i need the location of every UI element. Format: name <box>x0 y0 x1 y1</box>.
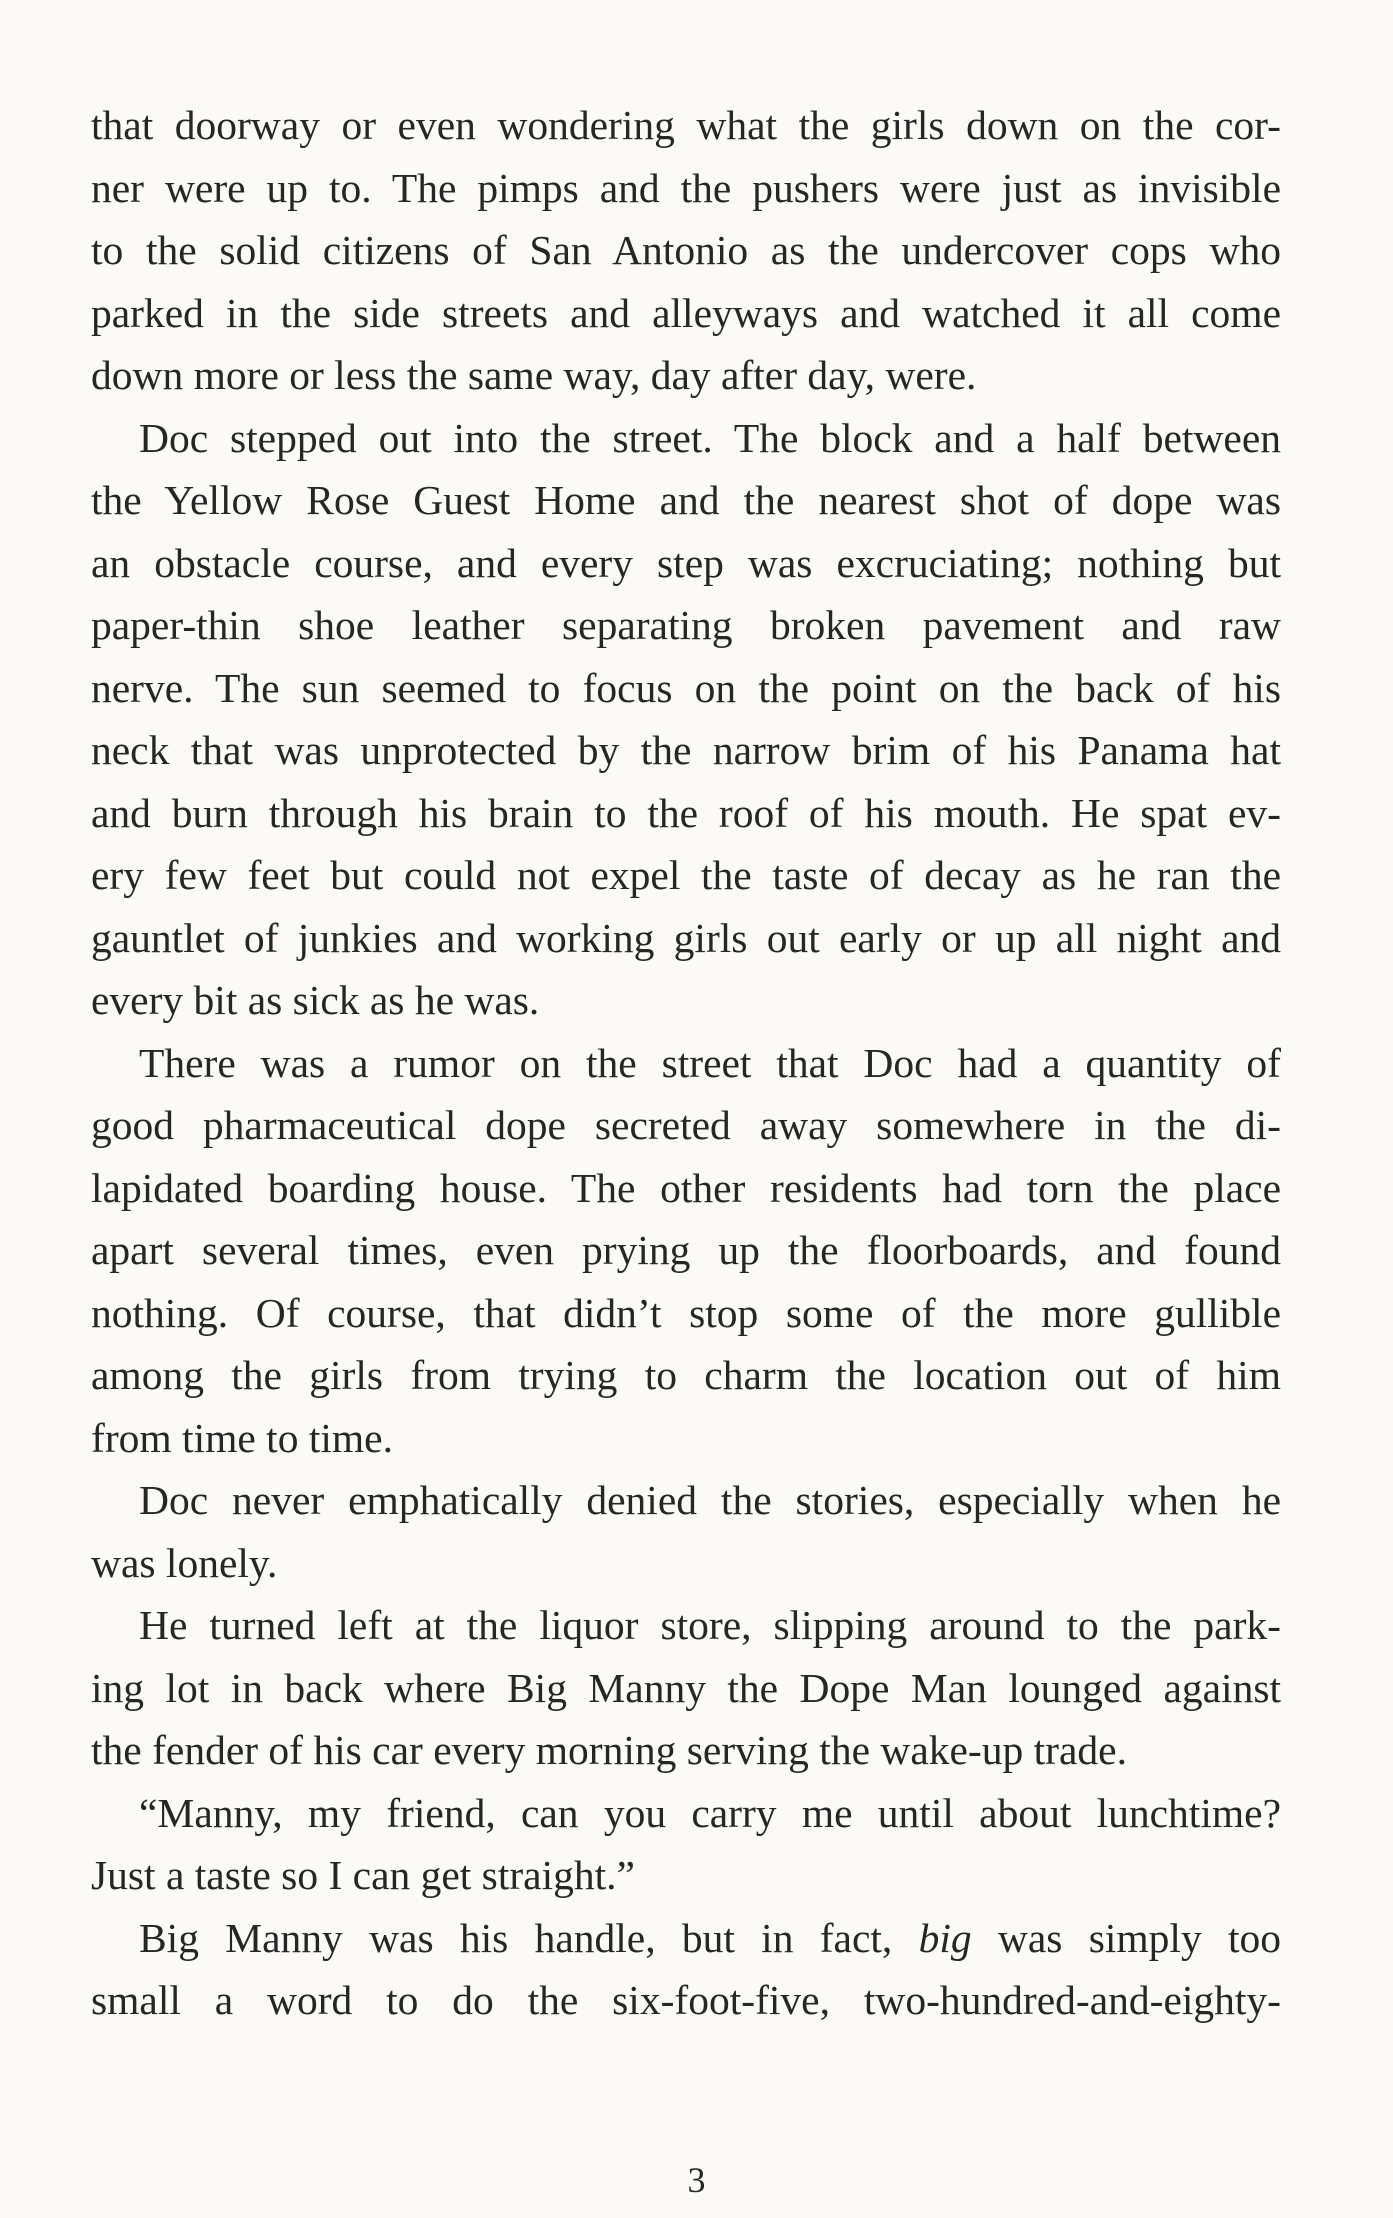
text-line: “Manny, my friend, can you carry me until about lunchtime? <box>139 1789 1281 1836</box>
text-line: paper-thin shoe leather separating broken pavement and raw <box>91 602 1281 648</box>
text-run: was simply too <box>971 1914 1281 1961</box>
text-line: every bit as sick as he was. <box>91 977 540 1023</box>
text-line: ing lot in back where Big Manny the Dope Man lounged against <box>91 1664 1281 1711</box>
text-line: nothing. Of course, that didn’t stop some of the more gullible <box>91 1289 1281 1336</box>
text-line: gauntlet of junkies and working girls out early or up all night and <box>91 914 1281 961</box>
text-line: good pharmaceutical dope secreted away somewhere in the di- <box>91 1102 1281 1148</box>
text-line: ner were up to. The pimps and the pushers were just as invisible <box>91 164 1281 211</box>
text-line <box>91 1907 1281 1970</box>
text-line: to the solid citizens of San Antonio as the undercover cops who <box>91 227 1281 273</box>
text-line: apart several times, even prying up the floorboards, and found <box>91 1227 1281 1273</box>
text-line: ery few feet but could not expel the taste of decay as he ran the <box>91 852 1281 898</box>
text-line: parked in the side streets and alleyways and watched it all come <box>91 289 1281 336</box>
text-line: among the girls from trying to charm the location out of him <box>91 1352 1281 1398</box>
text-line: There was a rumor on the street that Doc had a quantity of <box>139 1039 1281 1086</box>
text-line: that doorway or even wondering what the girls down on the cor- <box>91 102 1281 148</box>
text-run: Big Manny was his handle, but in fact, <box>139 1914 919 1961</box>
text-line: an obstacle course, and every step was excruciating; nothing but <box>91 539 1281 586</box>
text-line: nerve. The sun seemed to focus on the point on the back of his <box>91 664 1281 711</box>
page-number: 3 <box>687 2160 706 2200</box>
text-line: down more or less the same way, day after day, were. <box>91 352 977 398</box>
text-line: Just a taste so I can get straight.” <box>91 1852 635 1898</box>
italic-word: big <box>918 1914 972 1961</box>
text-line: small a word to do the six-foot-five, two-hundred-and-eighty- <box>91 1977 1281 2023</box>
text-line: Doc stepped out into the street. The block and a half between <box>139 414 1281 461</box>
text-line: the fender of his car every morning serving the wake-up trade. <box>91 1727 1127 1773</box>
text-line: He turned left at the liquor store, slipping around to the park- <box>139 1602 1281 1648</box>
text-line: from time to time. <box>91 1414 393 1461</box>
text-line: lapidated boarding house. The other residents had torn the place <box>91 1164 1281 1211</box>
text-line: neck that was unprotected by the narrow brim of his Panama hat <box>91 727 1281 773</box>
text-line: the Yellow Rose Guest Home and the nearest shot of dope was <box>91 477 1281 523</box>
text-line: was lonely. <box>91 1539 278 1586</box>
text-line: and burn through his brain to the roof of his mouth. He spat ev- <box>91 789 1281 836</box>
text-line: Doc never emphatically denied the stories, especially when he <box>139 1477 1281 1523</box>
body-text <box>91 94 1281 2032</box>
